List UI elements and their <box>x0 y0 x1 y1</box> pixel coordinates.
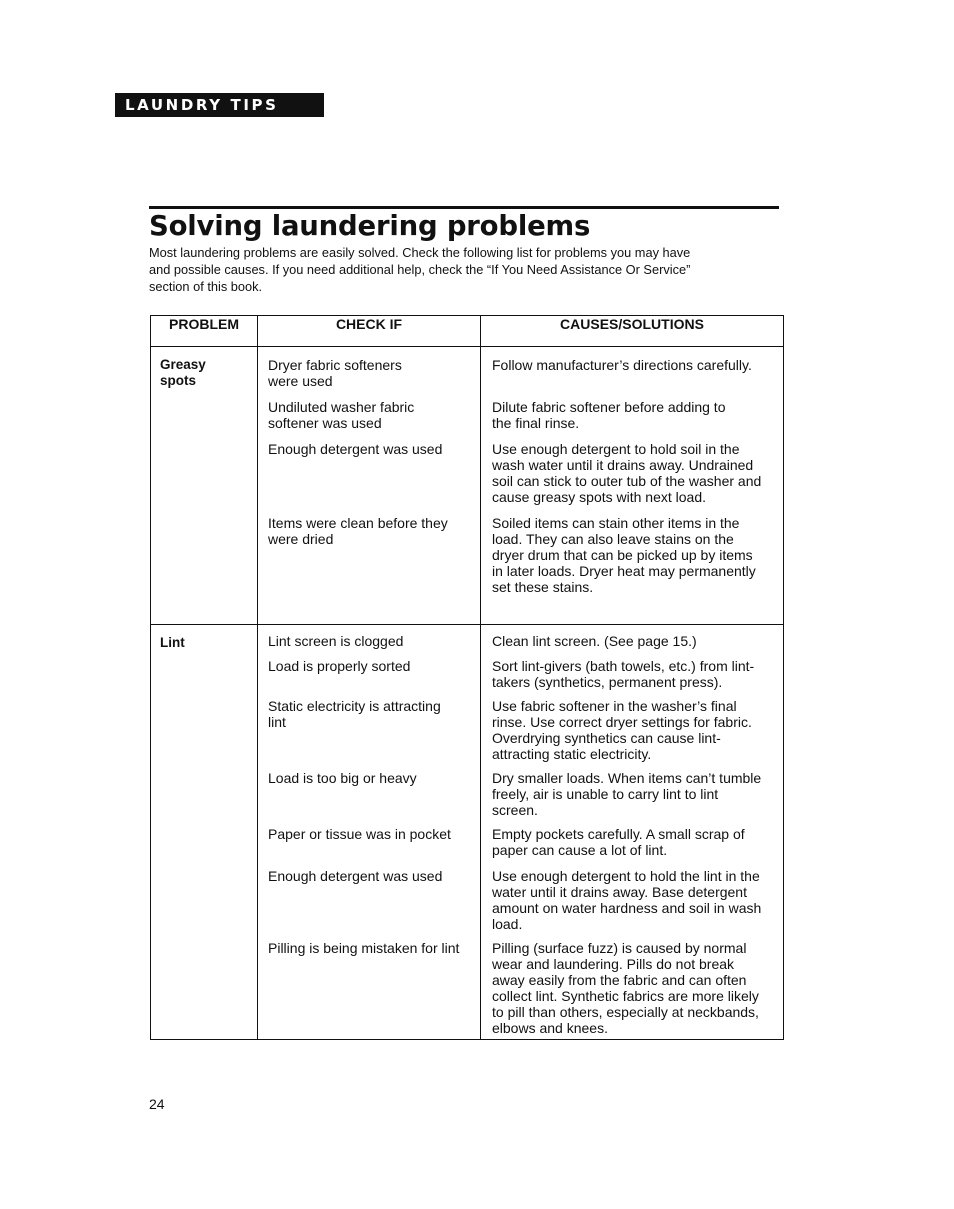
check-item: Paper or tissue was in pocket <box>268 826 451 842</box>
cause-item: Pilling (surface fuzz) is caused by normal wear and laundering. Pills do not break away easily from the fabric and can often collect lint. Synthetic fabrics are more likely to pill than others, especially at neckbands, elbows and knees. <box>492 940 759 1036</box>
cause-item: Sort lint-givers (bath towels, etc.) from lint- takers (synthetics, permanent press). <box>492 658 755 690</box>
check-item: Undiluted washer fabric softener was used <box>268 399 415 431</box>
check-item: Items were clean before they were dried <box>268 515 448 547</box>
check-item: Load is too big or heavy <box>268 770 417 786</box>
check-if-cell <box>258 347 481 625</box>
cause-item: Use enough detergent to hold soil in the wash water until it drains away. Undrained soil can stick to outer tub of the washer and cause greasy spots with next load. <box>492 441 762 505</box>
problem-label: Lint <box>160 635 185 650</box>
table-row <box>151 347 784 625</box>
causes-cell <box>481 625 784 1040</box>
cause-item: Use enough detergent to hold the lint in the water until it drains away. Base detergent amount on water hardness and soil in wash load. <box>492 868 762 932</box>
column-header-check-if: CHECK IF <box>258 316 481 347</box>
intro-line: and possible causes. If you need additional help, check the “If You Need Assistance Or Service” <box>149 262 691 277</box>
check-item: Static electricity is attracting lint <box>268 698 441 730</box>
page-number: 24 <box>149 1096 165 1112</box>
cause-item: Soiled items can stain other items in the load. They can also leave stains on the dryer drum that can be picked up by items in later loads. Dryer heat may permanently set these stains. <box>492 515 756 595</box>
check-item: Lint screen is clogged <box>268 633 404 649</box>
check-item: Enough detergent was used <box>268 868 443 884</box>
check-if-cell <box>258 625 481 1040</box>
check-item: Enough detergent was used <box>268 441 443 457</box>
cause-item: Dilute fabric softener before adding to the final rinse. <box>492 399 726 431</box>
check-item: Pilling is being mistaken for lint <box>268 940 460 956</box>
page-title: Solving laundering problems <box>149 210 591 242</box>
cause-item: Dry smaller loads. When items can’t tumble freely, air is unable to carry lint to lint screen. <box>492 770 762 818</box>
table-row <box>151 625 784 1040</box>
problem-cell <box>151 347 258 625</box>
cause-item: Empty pockets carefully. A small scrap of paper can cause a lot of lint. <box>492 826 745 858</box>
intro-line: Most laundering problems are easily solved. Check the following list for problems you may have <box>149 245 691 260</box>
cause-item: Clean lint screen. (See page 15.) <box>492 633 697 649</box>
check-item: Load is properly sorted <box>268 658 411 674</box>
cause-item: Follow manufacturer’s directions carefully. <box>492 357 752 373</box>
section-tag: LAUNDRY TIPS <box>115 93 324 117</box>
column-header-causes-solutions: CAUSES/SOLUTIONS <box>481 316 784 347</box>
problem-label: Greasy spots <box>160 357 206 388</box>
problem-cell <box>151 625 258 1040</box>
column-header-problem: PROBLEM <box>151 316 258 347</box>
causes-cell <box>481 347 784 625</box>
intro-line: section of this book. <box>149 279 263 294</box>
intro-paragraph <box>149 244 789 295</box>
check-item: Dryer fabric softeners were used <box>268 357 402 389</box>
table-header-row <box>151 316 784 347</box>
problems-table <box>150 315 784 1040</box>
cause-item: Use fabric softener in the washer’s final rinse. Use correct dryer settings for fabric. Overdrying synthetics can cause lint- attracting static electricity. <box>492 698 752 762</box>
